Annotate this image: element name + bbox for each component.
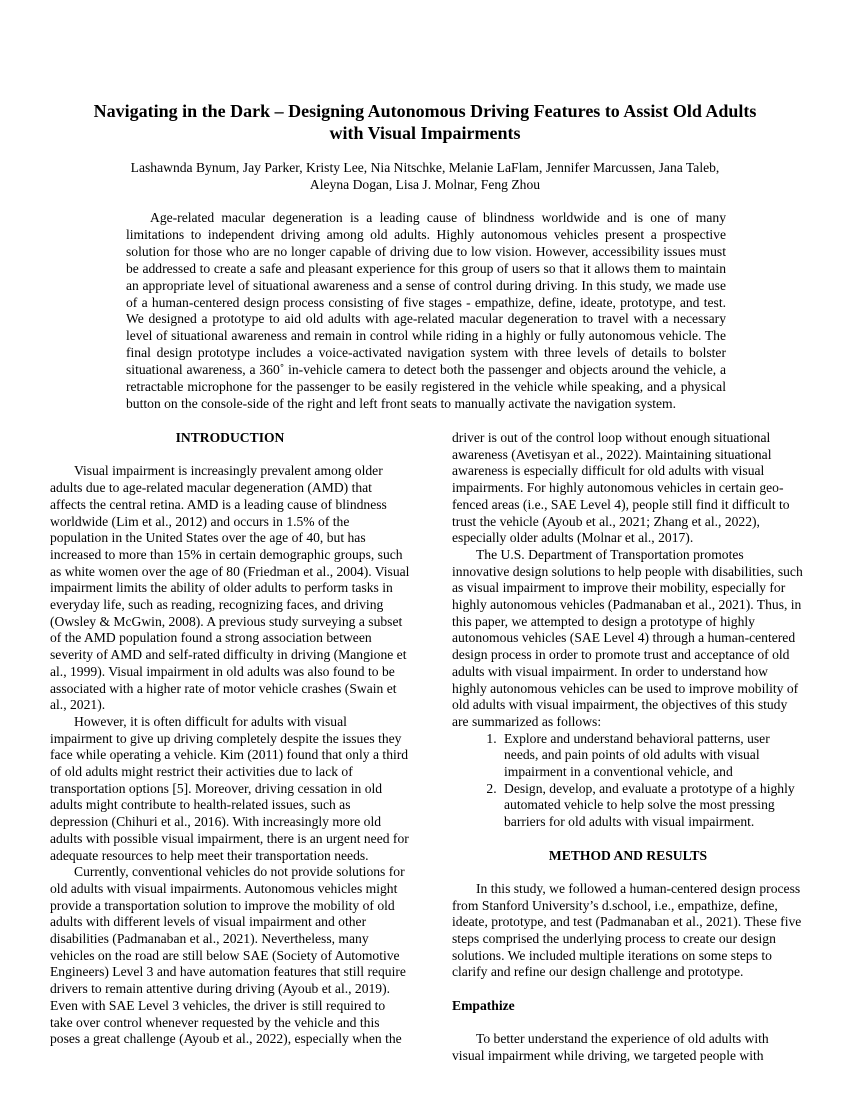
left-column <box>50 430 410 1048</box>
paper-title: Navigating in the Dark – Designing Autonomous Driving Features to Assist Old Adults with Visual Impairments <box>93 101 757 143</box>
empathize-paragraph-1: To better understand the experience of old adults with visual impairment while driving, we targeted people with <box>452 1031 769 1063</box>
section-heading-method-results: METHOD AND RESULTS <box>548 847 708 863</box>
section-heading-introduction: INTRODUCTION <box>175 430 285 445</box>
objectives-list <box>452 731 804 831</box>
objective-item: 2. Design, develop, and evaluate a prototype of a highly automated vehicle to help solve the most pressing barriers for old adults with visual impairment. <box>500 781 804 831</box>
abstract: Age-related macular degeneration is a leading cause of blindness worldwide and is one of many limitations to independent driving among old adults. Highly autonomous vehicles present a prospective solution for those who are no longer capable of driving due to low vision. However, accessibility issues must be addressed to create a safe and pleasant experience for this group of users so that it allows them to maintain an appropriate level of situational awareness and a sense of control during driving. In this study, we made use of a human-centered design process consisting of five stages - empathize, define, ideate, prototype, and test. We designed a prototype to aid old adults with age-related macular degeneration to travel with a necessary level of situational awareness and remain in control while riding in a highly or fully autonomous vehicle. The final design prototype includes a voice-activated navigation system with three levels of details to bolster situational awareness, a 360˚ in-vehicle camera to detect both the passenger and objects around the vehicle, a retractable microphone for the passenger to be easily registered in the vehicle while speaking, and a physical button on the console-side of the right and left front seats to manually activate the navigation system. <box>126 210 726 411</box>
author-list: Lashawnda Bynum, Jay Parker, Kristy Lee, Nia Nitschke, Melanie LaFlam, Jennifer Marcussen, Jana Taleb, Aleyna Dogan, Lisa J. Molnar, Feng Zhou <box>130 160 720 192</box>
intro-paragraph-3: Currently, conventional vehicles do not provide solutions for old adults with visual impairments. Autonomous vehicles might provide a transportation solution to improve the mobility of old adults with different levels of visual impairment and other disabilities (Padmanaban et al., 2021). Nevertheless, many vehicles on the road are still below SAE (Society of Automotive Engineers) Level 3 and have automation features that still require drivers to remain attentive during driving (Ayoub et al., 2019). Even with SAE Level 3 vehicles, the driver is still required to take over control whenever requested by the vehicle and this poses a great challenge (Ayoub et al., 2022), especially when the <box>50 864 406 1047</box>
objective-item: 1. Explore and understand behavioral patterns, user needs, and pain points of old adults with visual impairment in a conventional vehicle, and <box>500 731 804 781</box>
intro-paragraph-continued: driver is out of the control loop without enough situational awareness (Avetisyan et al., 2022). Maintaining situational awareness is especially difficult for old adults with visual impairments. For highly autonomous vehicles in certain geo-fenced areas (i.e., SAE Level 4), people still find it difficult to trust the vehicle (Ayoub et al., 2021; Zhang et al., 2022), especially older adults (Molnar et al., 2017). <box>452 430 790 546</box>
subsection-heading-empathize: Empathize <box>452 997 515 1013</box>
intro-paragraph-4: The U.S. Department of Transportation promotes innovative design solutions to help people with disabilities, such as visual impairment to improve their mobility, especially for highly autonomous vehicles (Padmanaban et al., 2021). Thus, in this paper, we attempted to design a prototype of highly autonomous vehicles (SAE Level 4) through a human-centered design process in order to promote trust and acceptance of old adults with visual impairment. In order to understand how highly autonomous vehicles can be used to improve mobility of old adults with visual impairment, the objectives of this study are summarized as follows: <box>452 546 803 729</box>
intro-paragraph-1: Visual impairment is increasingly prevalent among older adults due to age-related macular degeneration (AMD) that affects the central retina. AMD is a leading cause of blindness worldwide (Lim et al., 2012) and occurs in 1.5% of the population in the United States over the age of 40, but has increased to more than 15% in certain demographic groups, such as white women over the age of 80 (Friedman et al., 2004). Visual impairment limits the ability of older adults to perform tasks in everyday life, such as reading, recognizing faces, and driving (Owsley & McGwin, 2008). A previous study surveying a subset of the AMD population found a strong association between severity of AMD and self-rated difficulty in driving (Mangione et al., 1999). Visual impairment in old adults was also found to be associated with a higher rate of motor vehicle crashes (Swain et al., 2021). <box>50 463 410 713</box>
method-paragraph-1: In this study, we followed a human-centered design process from Stanford University’s d.school, i.e., empathize, define, ideate, prototype, and test (Padmanaban et al., 2021). These five steps comprised the underlying process to create our design solutions. We included multiple iterations on some steps to clarify and refine our design challenge and prototype. <box>452 880 802 980</box>
right-column <box>452 430 804 1065</box>
intro-paragraph-2: However, it is often difficult for adults with visual impairment to give up driving completely despite the issues they face while operating a vehicle. Kim (2011) found that only a third of old adults might restrict their activities due to lack of transportation options [5]. Moreover, driving cessation in old adults might contribute to health-related issues, such as depression (Chihuri et al., 2016). With increasingly more old adults with possible visual impairment, there is an urgent need for adequate resources to help meet their transportation needs. <box>50 713 409 863</box>
